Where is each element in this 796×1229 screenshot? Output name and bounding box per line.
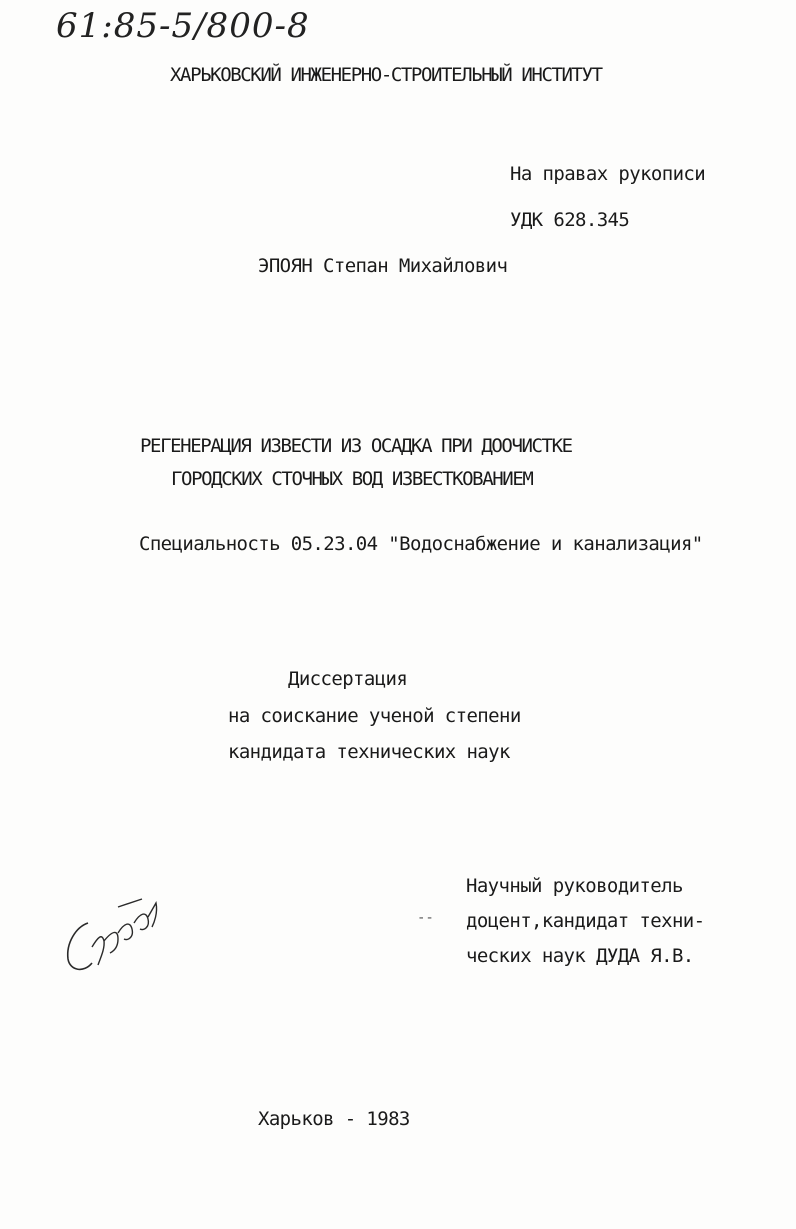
specialty: Специальность 05.23.04 "Водоснабжение и канализация" xyxy=(139,533,703,555)
supervisor-line-3: ческих наук ДУДА Я.В. xyxy=(466,945,694,967)
supervisor-line-2: доцент,кандидат техни- xyxy=(466,910,705,932)
author-signature xyxy=(58,893,178,983)
archive-number-handwritten: 61:85-5/800-8 xyxy=(56,6,310,46)
author-name: ЭПОЯН Степан Михайлович xyxy=(258,255,508,277)
title-line-2: ГОРОДСКИХ СТОЧНЫХ ВОД ИЗВЕСТКОВАНИЕМ xyxy=(171,468,533,490)
institute-name: ХАРЬКОВСКИЙ ИНЖЕНЕРНО-СТРОИТЕЛЬНЫЙ ИНСТИТУТ xyxy=(170,64,602,86)
udc-code: УДК 628.345 xyxy=(510,209,630,231)
dissertation-line-2: на соискание ученой степени xyxy=(228,705,521,727)
dissertation-line-3: кандидата технических наук xyxy=(228,741,510,763)
title-line-1: РЕГЕНЕРАЦИЯ ИЗВЕСТИ ИЗ ОСАДКА ПРИ ДООЧИСТКЕ xyxy=(140,435,572,457)
scan-mark: -- xyxy=(417,910,434,926)
place-year: Харьков - 1983 xyxy=(258,1108,410,1130)
dissertation-line-1: Диссертация xyxy=(288,668,408,690)
supervisor-line-1: Научный руководитель xyxy=(466,875,683,897)
manuscript-rights: На правах рукописи xyxy=(510,163,706,185)
